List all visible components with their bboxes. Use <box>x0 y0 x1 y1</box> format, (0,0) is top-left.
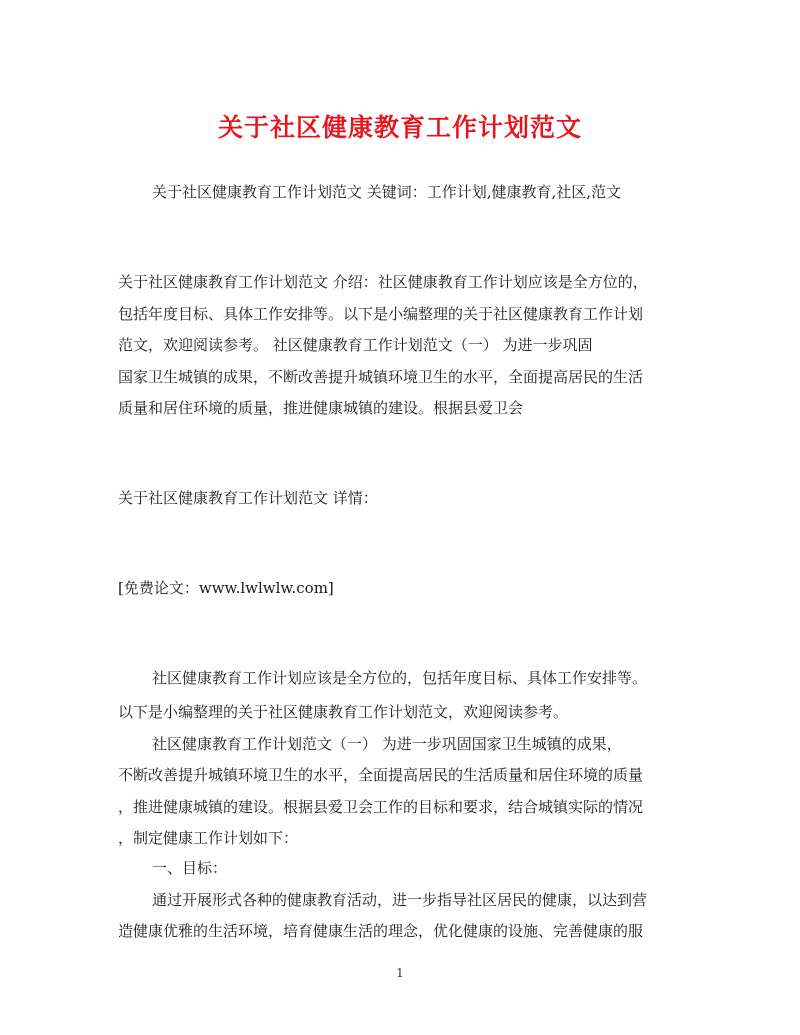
body-line-5: ，推进健康城镇的建设。根据县爱卫会工作的目标和要求，结合城镇实际的情况 <box>118 798 644 816</box>
intro-line-4: 国家卫生城镇的成果，不断改善提升城镇环境卫生的水平，全面提高居民的生活 <box>118 368 644 386</box>
intro-line-3: 范文，欢迎阅读参考。 社区健康教育工作计划范文（一） 为进一步巩固 <box>118 336 593 354</box>
body-line-1: 社区健康教育工作计划应该是全方位的，包括年度目标、具体工作安排等。 <box>152 669 648 687</box>
document-title: 关于社区健康教育工作计划范文 <box>217 113 582 142</box>
source-line: [免费论文：www.lwlwlw.com] <box>118 579 334 597</box>
body-line-8: 通过开展形式各种的健康教育活动，进一步指导社区居民的健康，以达到营 <box>152 891 648 909</box>
keywords-line: 关于社区健康教育工作计划范文 关键词：工作计划,健康教育,社区,范文 <box>152 183 622 201</box>
body-line-3: 社区健康教育工作计划范文（一） 为进一步巩固国家卫生城镇的成果， <box>152 735 622 753</box>
body-line-4: 不断改善提升城镇环境卫生的水平，全面提高居民的生活质量和居住环境的质量 <box>118 766 644 784</box>
body-line-7: 一、目标： <box>152 859 228 877</box>
body-line-2: 以下是小编整理的关于社区健康教育工作计划范文，欢迎阅读参考。 <box>118 703 569 721</box>
body-line-9: 造健康优雅的生活环境，培育健康生活的理念，优化健康的设施、完善健康的服 <box>118 922 644 940</box>
body-line-6: ，制定健康工作计划如下： <box>118 829 299 847</box>
page-number: 1 <box>396 966 404 980</box>
intro-line-2: 包括年度目标、具体工作安排等。以下是小编整理的关于社区健康教育工作计划 <box>118 305 644 323</box>
intro-line-5: 质量和居住环境的质量，推进健康城镇的建设。根据县爱卫会 <box>118 399 524 417</box>
details-line: 关于社区健康教育工作计划范文 详情： <box>118 489 378 507</box>
intro-line-1: 关于社区健康教育工作计划范文 介绍：社区健康教育工作计划应该是全方位的， <box>118 273 648 291</box>
